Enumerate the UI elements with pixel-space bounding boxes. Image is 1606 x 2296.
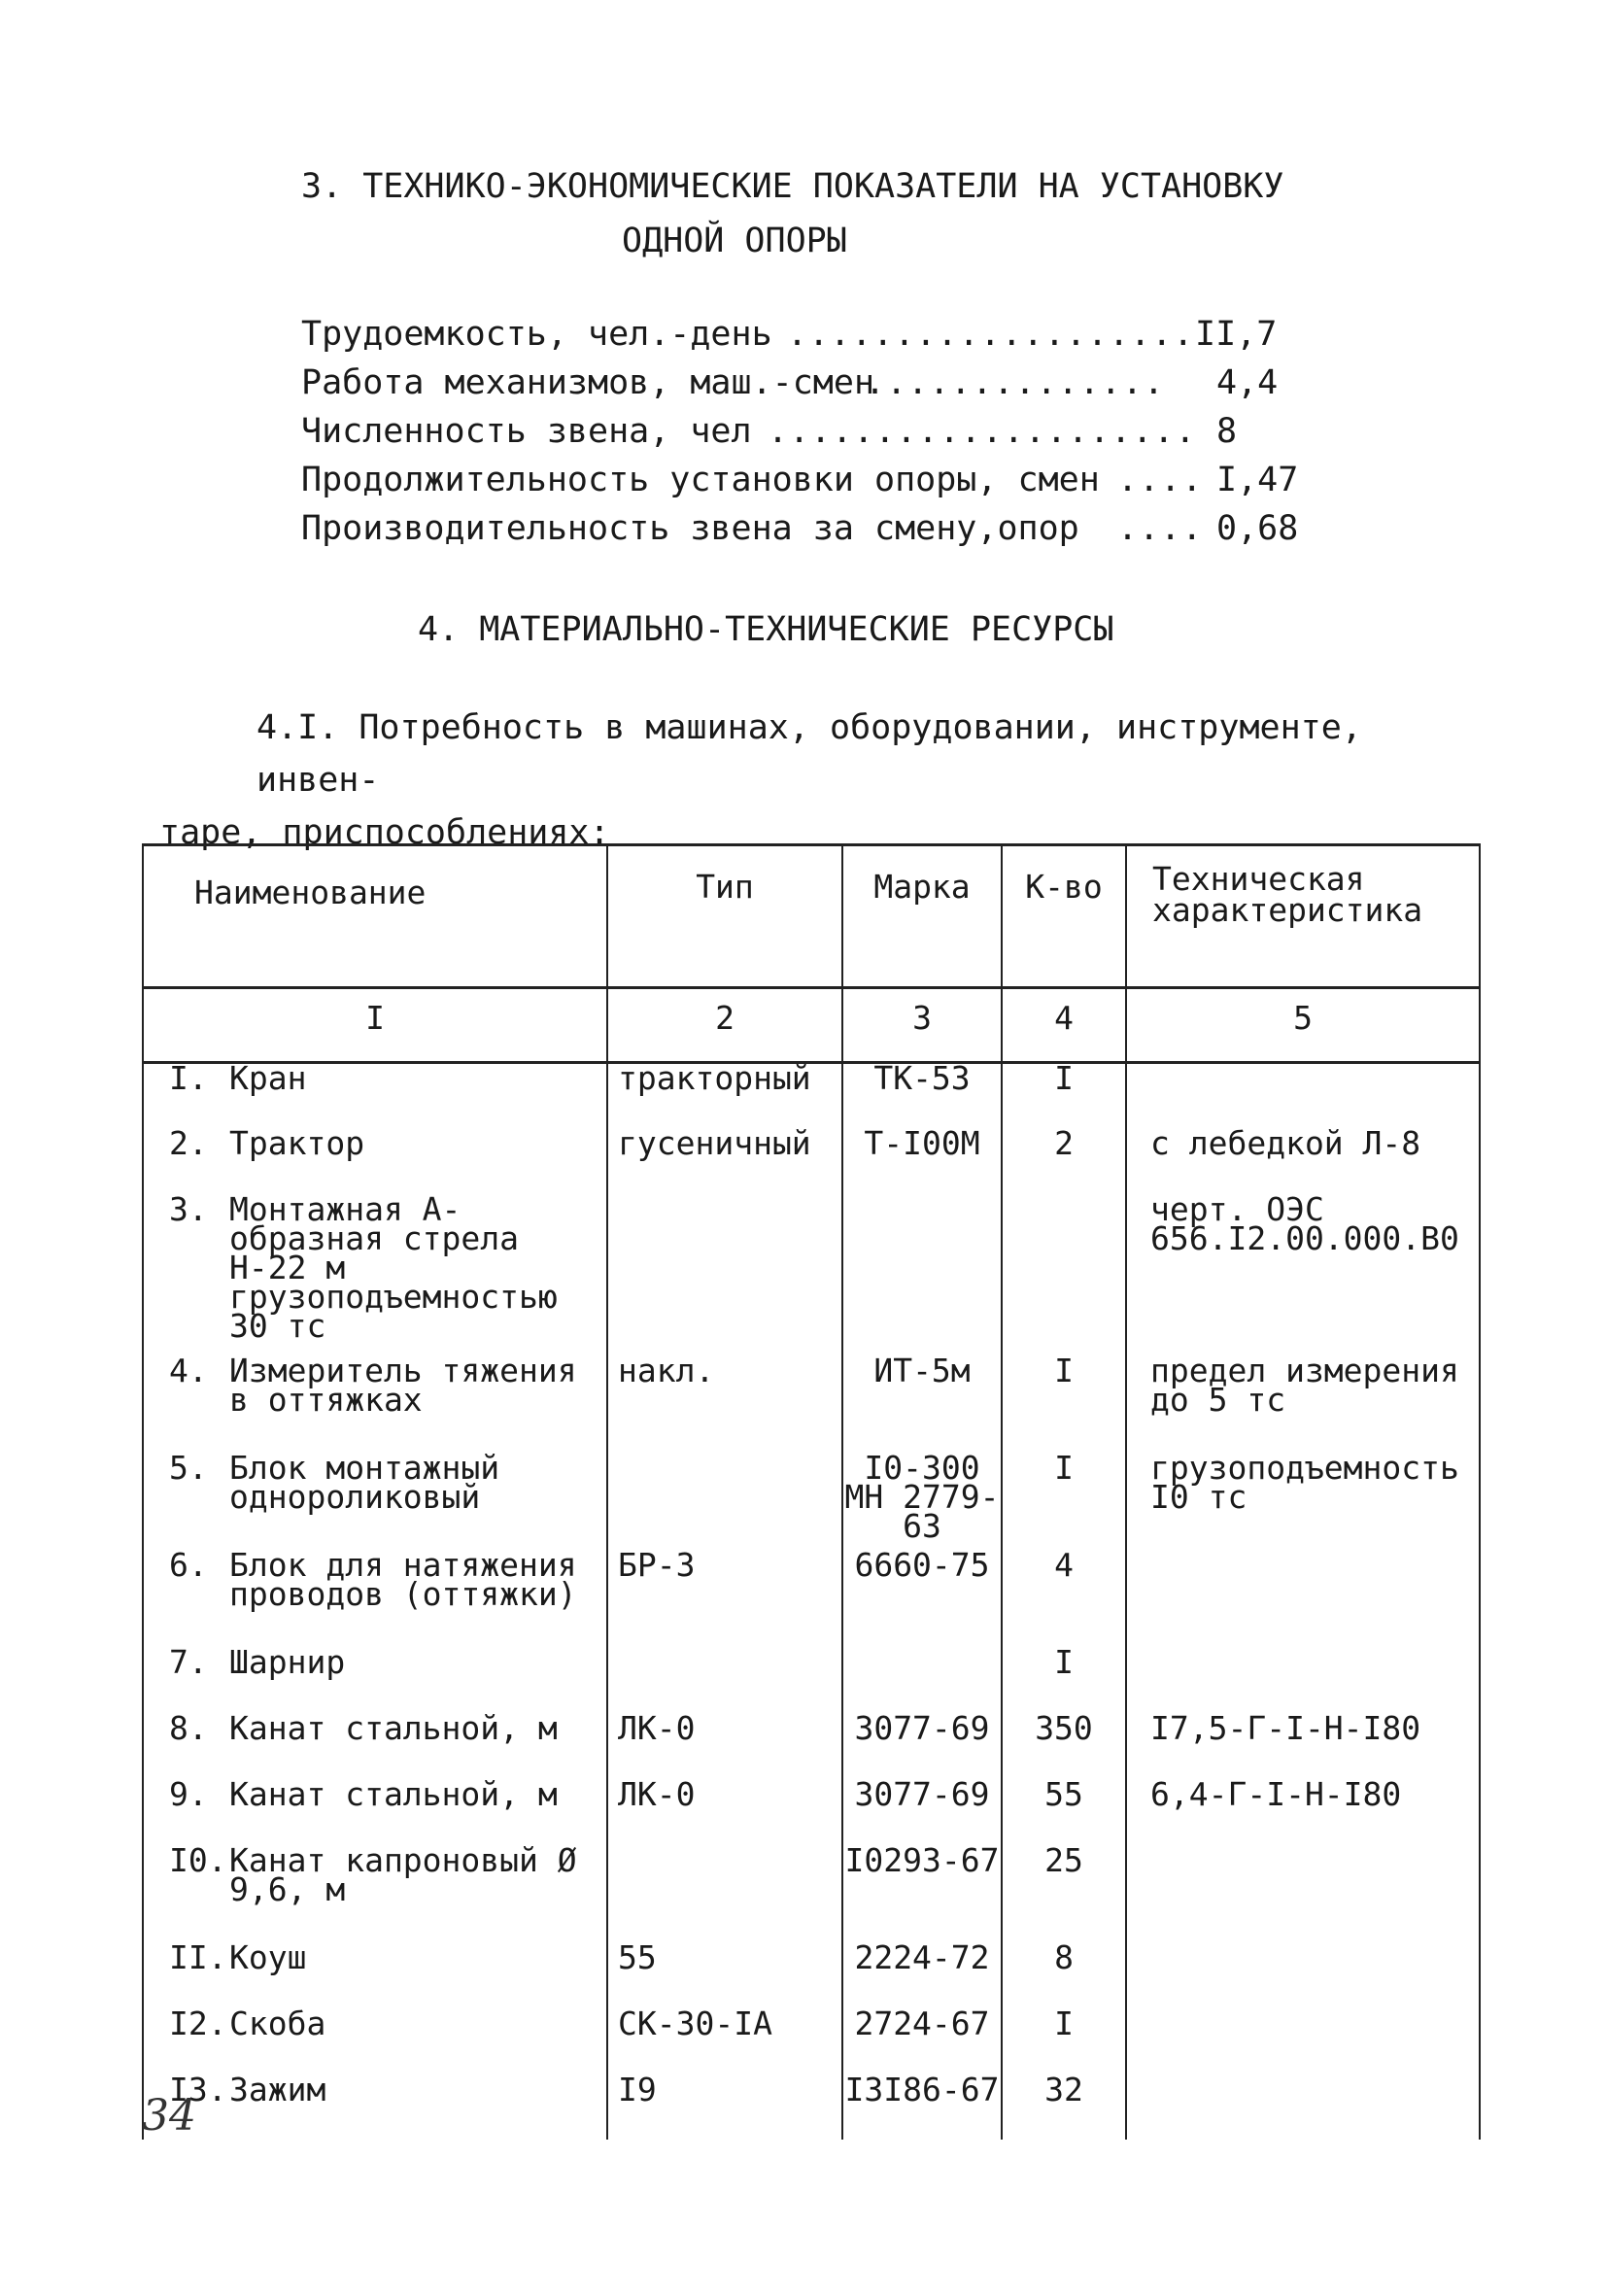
item-name bbox=[143, 2004, 607, 2075]
item-name bbox=[143, 1059, 607, 1129]
item-name-text: Скоба bbox=[229, 2004, 326, 2042]
table-row bbox=[143, 1943, 1480, 2009]
indicator-row: Трудоемкость, чел.-день ................... II,7 bbox=[301, 315, 1278, 354]
table-row bbox=[143, 1551, 1480, 1648]
item-name-text: Канат капроновый Ø 9,6, м bbox=[229, 1840, 577, 1908]
item-name bbox=[143, 1123, 607, 1195]
resources-table bbox=[142, 843, 1481, 2140]
item-type bbox=[607, 1454, 842, 1551]
item-type: ЛК-0 bbox=[607, 1714, 842, 1780]
item-name bbox=[143, 1937, 607, 2009]
table-row bbox=[143, 2075, 1480, 2140]
item-number: 4. bbox=[169, 1351, 208, 1389]
item-qty: 32 bbox=[1002, 2075, 1126, 2140]
item-type bbox=[607, 1195, 842, 1356]
indicator-label: Трудоемкость, чел.-день bbox=[301, 315, 772, 354]
item-type: I9 bbox=[607, 2075, 842, 2140]
item-tech bbox=[1126, 2009, 1480, 2075]
item-name bbox=[143, 2070, 607, 2140]
section-4-title: 4. МАТЕРИАЛЬНО-ТЕХНИЧЕСКИЕ РЕСУРСЫ bbox=[418, 610, 1114, 649]
item-name bbox=[143, 1840, 607, 1943]
indicators-list bbox=[301, 315, 1312, 558]
item-mark: I0293-67 bbox=[842, 1846, 1002, 1943]
item-tech: предел измерения до 5 тс bbox=[1126, 1356, 1480, 1454]
paragraph-line: таре, приспособлениях: bbox=[159, 813, 610, 852]
item-qty bbox=[1002, 1195, 1126, 1356]
table-row bbox=[143, 1454, 1480, 1551]
item-type: накл. bbox=[607, 1356, 842, 1454]
column-number: 4 bbox=[1002, 988, 1126, 1063]
table-row bbox=[143, 1780, 1480, 1846]
item-tech: черт. ОЭС 656.I2.00.000.В0 bbox=[1126, 1195, 1480, 1356]
item-name-text: Блок для натяжения проводов (оттяжки) bbox=[229, 1545, 577, 1613]
header-name: Наименование bbox=[143, 845, 607, 988]
item-tech: I7,5-Г-I-Н-I80 bbox=[1126, 1714, 1480, 1780]
header-qty: К-во bbox=[1002, 845, 1126, 988]
item-type bbox=[607, 1846, 842, 1943]
item-name bbox=[143, 1545, 607, 1648]
indicator-value: II,7 bbox=[1195, 315, 1278, 354]
item-qty: 8 bbox=[1002, 1943, 1126, 2009]
item-tech bbox=[1126, 1063, 1480, 1129]
column-number: 3 bbox=[842, 988, 1002, 1063]
indicator-value: I,47 bbox=[1216, 461, 1299, 499]
indicator-row: Работа механизмов, маш.-смен .............. 4,4 bbox=[301, 363, 1279, 402]
item-name-text: Монтажная А-образная стрела Н-22 м грузоподъемностью 30 тс bbox=[229, 1189, 558, 1345]
item-name-text: Канат стальной, м bbox=[229, 1708, 558, 1747]
item-mark bbox=[842, 1195, 1002, 1356]
item-number: II. bbox=[169, 1937, 227, 1976]
indicator-row: Продолжительность установки опоры, смен .... I,47 bbox=[301, 461, 1299, 499]
item-qty: I bbox=[1002, 1648, 1126, 1714]
header-mark: Марка bbox=[842, 845, 1002, 988]
item-mark: 3077-69 bbox=[842, 1780, 1002, 1846]
item-name bbox=[143, 1189, 607, 1356]
item-type bbox=[607, 1648, 842, 1714]
table-row bbox=[143, 1846, 1480, 1943]
item-name bbox=[143, 1774, 607, 1846]
item-number: 5. bbox=[169, 1448, 208, 1487]
item-type: БР-3 bbox=[607, 1551, 842, 1648]
item-number: 8. bbox=[169, 1708, 208, 1747]
indicator-row: Производительность звена за смену,опор .... 0,68 bbox=[301, 509, 1299, 548]
table-row bbox=[143, 1129, 1480, 1195]
item-qty: I bbox=[1002, 1454, 1126, 1551]
item-tech: 6,4-Г-I-Н-I80 bbox=[1126, 1780, 1480, 1846]
item-type: СК-30-IА bbox=[607, 2009, 842, 2075]
table-row bbox=[143, 1195, 1480, 1356]
item-name-text: Канат стальной, м bbox=[229, 1774, 558, 1813]
table-row bbox=[143, 2009, 1480, 2075]
item-mark: ТК-53 bbox=[842, 1063, 1002, 1129]
item-qty: 55 bbox=[1002, 1780, 1126, 1846]
item-type: тракторный bbox=[607, 1063, 842, 1129]
item-mark: 6660-75 bbox=[842, 1551, 1002, 1648]
item-qty: I bbox=[1002, 1063, 1126, 1129]
item-type: гусеничный bbox=[607, 1129, 842, 1195]
section-3-title-continued: ОДНОЙ ОПОРЫ bbox=[622, 222, 847, 260]
indicator-label: Производительность звена за смену,опор bbox=[301, 509, 1079, 548]
item-name-text: Блок монтажный однороликовый bbox=[229, 1448, 500, 1516]
item-tech: грузоподъемность I0 тс bbox=[1126, 1454, 1480, 1551]
requirements-paragraph bbox=[159, 702, 1481, 859]
item-name-text: Измеритель тяжения в оттяжках bbox=[229, 1351, 577, 1419]
section-3-title: 3. ТЕХНИКО-ЭКОНОМИЧЕСКИЕ ПОКАЗАТЕЛИ НА УСТАНОВКУ bbox=[301, 167, 1284, 206]
item-number: I2. bbox=[169, 2004, 227, 2042]
item-name-text: Шарнир bbox=[229, 1642, 346, 1681]
item-name-text: Зажим bbox=[229, 2070, 326, 2108]
item-mark: 3077-69 bbox=[842, 1714, 1002, 1780]
item-number: 3. bbox=[169, 1189, 208, 1228]
item-number: 7. bbox=[169, 1642, 208, 1681]
item-tech bbox=[1126, 1943, 1480, 2009]
item-mark: I0-300 МН 2779-63 bbox=[842, 1454, 1002, 1551]
item-number: 2. bbox=[169, 1123, 208, 1162]
item-qty: I bbox=[1002, 2009, 1126, 2075]
item-type: ЛК-0 bbox=[607, 1780, 842, 1846]
item-mark bbox=[842, 1648, 1002, 1714]
indicator-label: Численность звена, чел bbox=[301, 412, 752, 451]
indicator-row: Численность звена, чел .................... 8 bbox=[301, 412, 1238, 451]
header-tech: Техническая характеристика bbox=[1126, 845, 1480, 988]
indicator-value: 0,68 bbox=[1216, 509, 1299, 548]
item-mark: Т-I00М bbox=[842, 1129, 1002, 1195]
column-number: 5 bbox=[1126, 988, 1480, 1063]
header-type: Тип bbox=[607, 845, 842, 988]
item-name-text: Трактор bbox=[229, 1123, 365, 1162]
item-qty: 4 bbox=[1002, 1551, 1126, 1648]
item-qty: I bbox=[1002, 1356, 1126, 1454]
item-mark: 2724-67 bbox=[842, 2009, 1002, 2075]
table-row bbox=[143, 1063, 1480, 1129]
column-number: I bbox=[143, 988, 607, 1063]
indicator-value: 4,4 bbox=[1216, 363, 1279, 402]
indicator-label: Продолжительность установки опоры, смен bbox=[301, 461, 1100, 499]
item-tech: с лебедкой Л-8 bbox=[1126, 1129, 1480, 1195]
item-name bbox=[143, 1642, 607, 1714]
item-number: 9. bbox=[169, 1774, 208, 1813]
page-number: 34 bbox=[142, 2091, 196, 2141]
table-row bbox=[143, 1648, 1480, 1714]
item-name-text: Кран bbox=[229, 1059, 307, 1097]
item-name bbox=[143, 1448, 607, 1551]
item-tech bbox=[1126, 1551, 1480, 1648]
item-name-text: Коуш bbox=[229, 1937, 307, 1976]
item-type: 55 bbox=[607, 1943, 842, 2009]
item-mark: 2224-72 bbox=[842, 1943, 1002, 2009]
item-mark: ИТ-5м bbox=[842, 1356, 1002, 1454]
item-qty: 350 bbox=[1002, 1714, 1126, 1780]
paragraph-line: 4.I. Потребность в машинах, оборудовании, инструменте, инвен- bbox=[256, 708, 1362, 800]
item-tech bbox=[1126, 1846, 1480, 1943]
item-number: I0. bbox=[169, 1840, 227, 1879]
item-tech bbox=[1126, 1648, 1480, 1714]
item-qty: 2 bbox=[1002, 1129, 1126, 1195]
item-mark: I3I86-67 bbox=[842, 2075, 1002, 2140]
table-row bbox=[143, 1714, 1480, 1780]
column-number: 2 bbox=[607, 988, 842, 1063]
indicator-label: Работа механизмов, маш.-смен bbox=[301, 363, 875, 402]
item-number: 6. bbox=[169, 1545, 208, 1584]
item-number: I3. bbox=[169, 2070, 227, 2108]
item-tech bbox=[1126, 2075, 1480, 2140]
item-number: I. bbox=[169, 1059, 208, 1097]
item-qty: 25 bbox=[1002, 1846, 1126, 1943]
item-name bbox=[143, 1351, 607, 1454]
table-row bbox=[143, 1356, 1480, 1454]
item-name bbox=[143, 1708, 607, 1780]
indicator-value: 8 bbox=[1216, 412, 1238, 451]
